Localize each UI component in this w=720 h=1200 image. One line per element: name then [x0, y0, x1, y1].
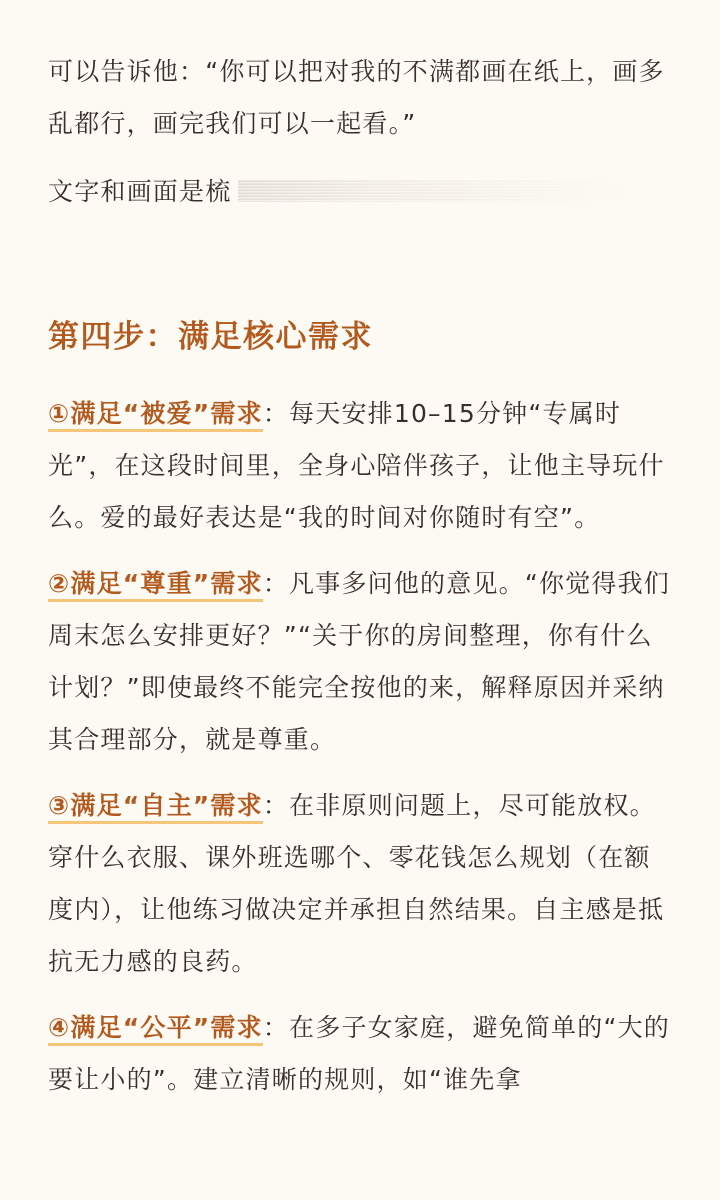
need-text: ：在非原则问题上，尽可能放权。穿什么衣服、课外班选哪个、零花钱怎么规划（在额度内），让他练习做决定并承担自然结果。自主感是抵抗无力感的良药。: [48, 791, 665, 976]
fade-mask: [238, 180, 628, 202]
need-text: ：凡事多问他的意见。“你觉得我们周末怎么安排更好？”“关于你的房间整理，你有什么计划？”即使最终不能完全按他的来，解释原因并采纳其合理部分，就是尊重。: [48, 569, 670, 754]
need-label: ①满足“被爱”需求: [48, 399, 263, 432]
need-label: ③满足“自主”需求: [48, 791, 263, 824]
need-item-autonomy: [48, 780, 672, 988]
need-text: ：每天安排10–15分钟“专属时光”，在这段时间里，全身心陪伴孩子，让他主导玩什么。爱的最好表达是“我的时间对你随时有空”。: [48, 399, 665, 532]
needs-list: [48, 388, 672, 1120]
need-text: ：在多子女家庭，避免简单的“大的要让小的”。建立清晰的规则，如“谁先拿: [48, 1013, 670, 1094]
need-label: ②满足“尊重”需求: [48, 569, 263, 602]
need-label: ④满足“公平”需求: [48, 1013, 263, 1046]
need-item-love: [48, 388, 672, 544]
section-heading: 第四步：满足核心需求: [48, 319, 373, 355]
need-item-fairness: [48, 1002, 672, 1106]
need-item-respect: [48, 558, 672, 766]
intro-paragraph: 可以告诉他：“你可以把对我的不满都画在纸上，画多乱都行，画完我们可以一起看。”: [48, 57, 665, 138]
fading-text-line: [48, 166, 672, 218]
partial-text: 文字和画面是梳: [48, 177, 232, 206]
